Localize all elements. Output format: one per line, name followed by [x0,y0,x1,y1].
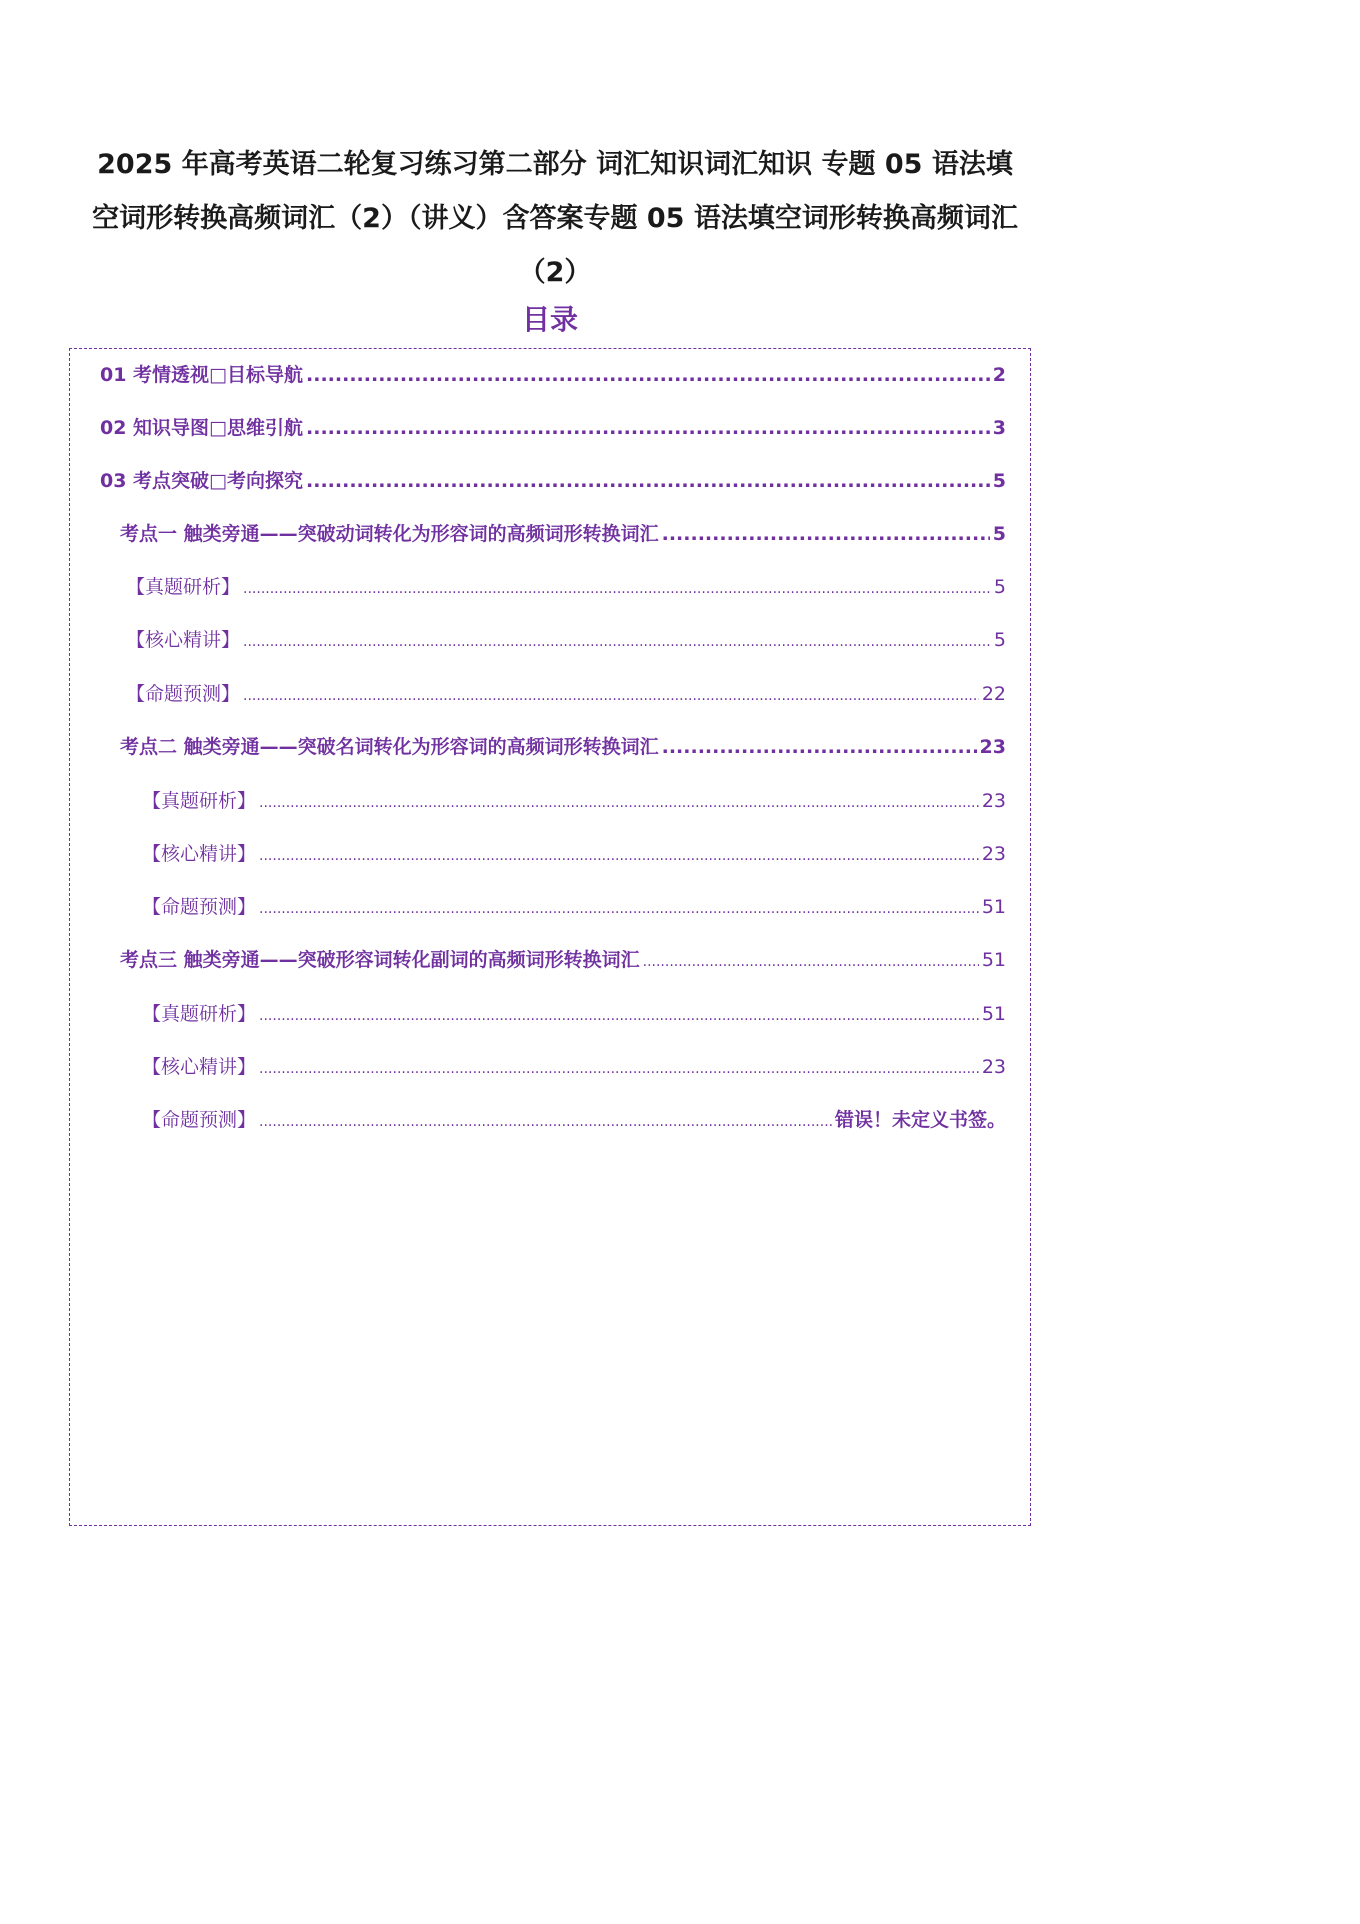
toc-leader-dots [259,1114,832,1130]
toc-entry-label: 【命题预测】 [142,1109,257,1131]
toc-entry-zhenti-2[interactable] [142,786,1006,813]
toc-entry-page: 22 [981,683,1006,705]
toc-entry-hexin-3[interactable] [142,1052,1006,1079]
toc-entry-label: 02 知识导图□思维引航 [100,417,304,439]
toc-leader-dots [306,364,990,386]
toc-entry-label: 【核心精讲】 [142,1056,257,1078]
toc-entry-yuce-3[interactable] [142,1105,1006,1132]
toc-entry-label: 考点二 触类旁通——突破名词转化为形容词的高频词形转换词汇 [120,736,659,758]
toc-leader-dots [662,523,990,545]
document-title: 2025 年高考英语二轮复习练习第二部分 词汇知识词汇知识 专题 05 语法填空词形转换高频词汇（2）（讲义）含答案专题 05 语法填空词形转换高频词汇（2） [92,149,1018,288]
toc-entry-label: 【真题研析】 [142,790,257,812]
toc-entry-page: 51 [981,1003,1006,1025]
toc-entry-zhenti-3[interactable] [142,999,1006,1026]
toc-entry-page: 2 [992,364,1006,386]
toc-entry-label: 【命题预测】 [126,683,241,705]
toc-entry-kaodian-1[interactable] [120,519,1006,546]
toc-heading: 目录 [521,303,578,336]
toc-leader-dots [259,901,979,917]
toc-entry-03[interactable] [100,466,1006,493]
toc-entry-page: 23 [981,790,1006,812]
toc-entry-hexin-1[interactable] [126,625,1006,652]
toc-leader-dots [259,795,979,811]
toc-entry-page: 5 [993,576,1006,598]
toc-leader-dots [243,688,979,704]
toc-entry-page: 错误！未定义书签。 [834,1109,1006,1131]
toc-entry-zhenti-1[interactable] [126,572,1006,599]
toc-entry-kaodian-3[interactable] [120,945,1006,972]
toc-entry-label: 03 考点突破□考向探究 [100,470,304,492]
toc-entry-label: 【真题研析】 [126,576,241,598]
toc-entry-page: 51 [981,949,1006,971]
toc-leader-dots [662,736,977,758]
toc-entry-page: 23 [981,843,1006,865]
toc-entry-kaodian-2[interactable] [120,732,1006,759]
toc-entry-page: 51 [981,896,1006,918]
toc-leader-dots [643,954,979,970]
toc-entry-page: 23 [979,736,1006,758]
toc-leader-dots [259,1008,979,1024]
toc-leader-dots [306,417,990,439]
toc-entry-01[interactable] [100,360,1006,387]
toc-entry-label: 【命题预测】 [142,896,257,918]
toc-entry-page: 5 [992,523,1006,545]
toc-leader-dots [243,581,991,597]
toc-entry-label: 考点一 触类旁通——突破动词转化为形容词的高频词形转换词汇 [120,523,659,545]
toc-entry-yuce-2[interactable] [142,892,1006,919]
toc-entry-page: 5 [993,629,1006,651]
toc-leader-dots [259,1061,979,1077]
toc-entry-02[interactable] [100,413,1006,440]
toc-entry-hexin-2[interactable] [142,839,1006,866]
toc-entry-label: 【核心精讲】 [126,629,241,651]
toc-leader-dots [259,848,979,864]
toc-entry-label: 【真题研析】 [142,1003,257,1025]
toc-entry-label: 【核心精讲】 [142,843,257,865]
toc-leader-dots [306,470,990,492]
toc-entry-label: 01 考情透视□目标导航 [100,364,304,386]
toc-entry-yuce-1[interactable] [126,679,1006,706]
toc-entry-label: 考点三 触类旁通——突破形容词转化副词的高频词形转换词汇 [120,949,640,971]
toc-entry-page: 5 [992,470,1006,492]
toc-entry-page: 23 [981,1056,1006,1078]
toc-entry-page: 3 [992,417,1006,439]
toc-leader-dots [243,634,991,650]
